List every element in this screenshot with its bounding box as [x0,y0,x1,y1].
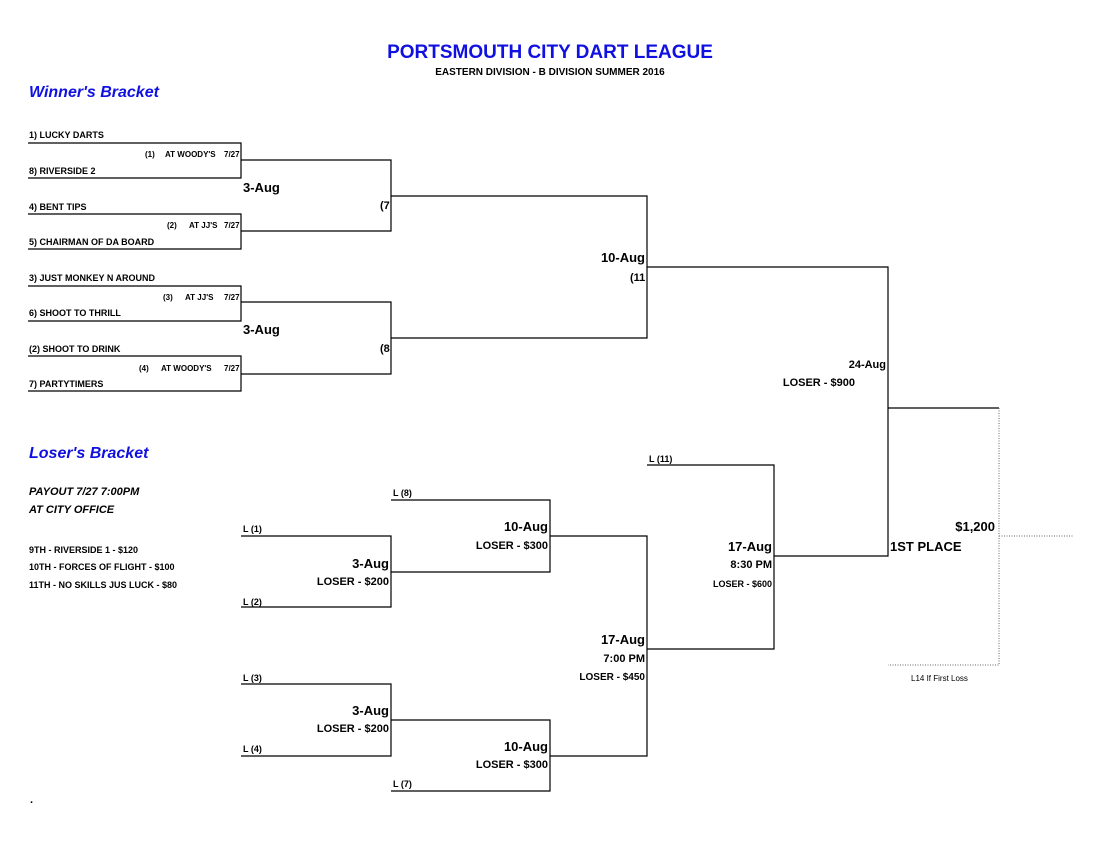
lb-slot-l7: L (7) [393,779,412,789]
payout-time: PAYOUT 7/27 7:00PM [29,486,140,498]
lb-round1-prize: LOSER - $200 [316,723,389,735]
page-title: PORTSMOUTH CITY DART LEAGUE [387,42,713,63]
lb-round3-prize: LOSER - $450 [579,672,645,683]
placing-11th: 11TH - NO SKILLS JUS LUCK - $80 [29,580,178,590]
wb-team-shoot-to-thrill: 6) SHOOT TO THRILL [29,308,121,318]
lb-round2-date: 10-Aug [503,739,548,754]
lb-round4-time: 8:30 PM [730,559,772,571]
lb-round3-date: 17-Aug [600,632,645,647]
wb-match-number: (1) [145,150,155,159]
lb-round1-date: 3-Aug [352,703,389,718]
wb-match-8-lines [241,302,391,374]
wb-match-number: (2) [167,221,177,230]
wb-final-date: 24-Aug [848,359,886,371]
lb-slot-l3: L (3) [243,673,262,683]
placing-9th: 9TH - RIVERSIDE 1 - $120 [29,545,139,555]
losers-bracket-heading: Loser's Bracket [29,445,149,462]
wb-match-7-lines [241,160,391,231]
lb-round1-prize: LOSER - $200 [316,576,389,588]
wb-match-11-lines [391,196,647,338]
payout-location: AT CITY OFFICE [29,504,115,516]
wb-round2-match-number: (7 [380,200,390,212]
wb-round2-date: 3-Aug [243,180,280,195]
page-subtitle: EASTERN DIVISION - B DIVISION SUMMER 2016 [435,67,665,78]
wb-match-number: (4) [139,364,149,373]
lb-match-a-lines [241,536,391,607]
wb-team-shoot-to-drink: (2) SHOOT TO DRINK [29,344,121,354]
wb-team-just-monkey-n-around: 3) JUST MONKEY N AROUND [29,273,156,283]
winners-bracket-heading: Winner's Bracket [29,84,159,101]
wb-match-venue: AT JJ'S [189,221,218,230]
lb-round2-date: 10-Aug [503,519,548,534]
wb-team-lucky-darts: 1) LUCKY DARTS [29,130,104,140]
wb-match-venue: AT WOODY'S [165,150,216,159]
wb-team-riverside-2: 8) RIVERSIDE 2 [29,166,96,176]
wb-match-date: 7/27 [224,221,240,230]
wb-match-venue: AT JJ'S [185,293,214,302]
lb-slot-l4: L (4) [243,744,262,754]
wb-team-partytimers: 7) PARTYTIMERS [29,379,104,389]
lb-match-f-lines [647,465,774,649]
if-first-loss-lines [888,408,999,665]
wb-match-venue: AT WOODY'S [161,364,212,373]
wb-match-date: 7/27 [224,364,240,373]
lb-match-b-lines [241,684,391,756]
wb-final-lines [647,267,888,556]
wb-match-number: (3) [163,293,173,302]
footer-mark: . [30,794,34,806]
wb-match-date: 7/27 [224,150,240,159]
wb-round3-date: 10-Aug [600,250,645,265]
championship-prize: $1,200 [955,519,995,534]
lb-round4-prize: LOSER - $600 [712,579,772,589]
wb-round3-match-number: (11 [630,272,646,284]
lb-round2-prize: LOSER - $300 [475,759,548,771]
lb-round3-time: 7:00 PM [603,653,645,665]
wb-round2-date: 3-Aug [243,322,280,337]
if-first-loss-note: L14 If First Loss [911,674,968,683]
lb-match-c-lines [391,500,550,572]
lb-round4-date: 17-Aug [727,539,772,554]
lb-round2-prize: LOSER - $300 [475,540,548,552]
placing-10th: 10TH - FORCES OF FLIGHT - $100 [29,562,175,572]
wb-team-bent-tips: 4) BENT TIPS [29,202,87,212]
lb-slot-l2: L (2) [243,597,262,607]
lb-round1-date: 3-Aug [352,556,389,571]
lb-slot-l11: L (11) [649,454,673,464]
championship-place: 1ST PLACE [890,539,962,554]
lb-slot-l1: L (1) [243,524,262,534]
lb-slot-l8: L (8) [393,488,412,498]
wb-match-date: 7/27 [224,293,240,302]
lb-match-d-lines [391,720,550,791]
wb-team-chairman-of-da-board: 5) CHAIRMAN OF DA BOARD [29,237,155,247]
wb-round2-match-number: (8 [380,343,390,355]
wb-final-loser-prize: LOSER - $900 [782,377,855,389]
